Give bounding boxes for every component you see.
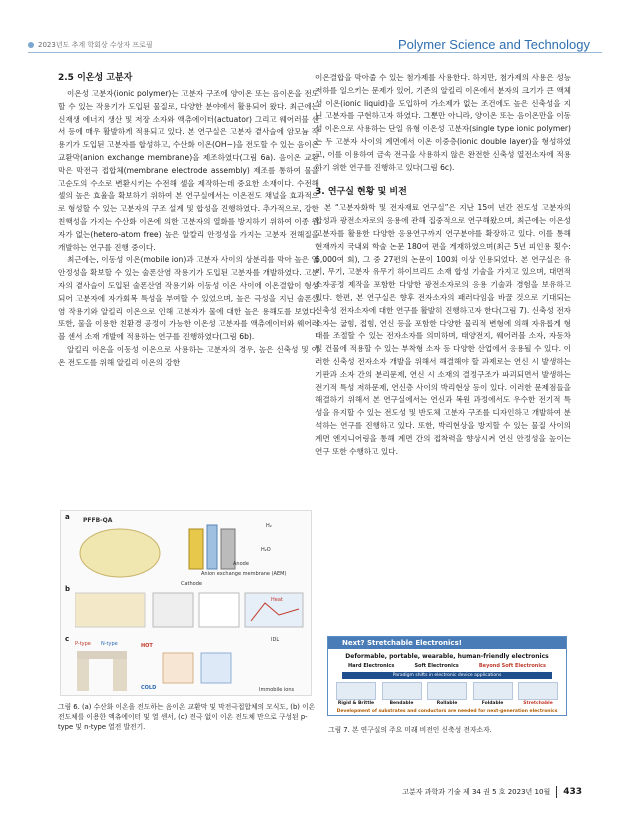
- header-left: [28, 40, 153, 50]
- soft-electronics-label: Soft Electronics: [414, 663, 459, 669]
- ntype-label: N-type: [101, 641, 118, 647]
- figure-6: [60, 510, 312, 696]
- device-item: Stretchable: [518, 682, 558, 706]
- ptype-label: P-type: [75, 641, 91, 647]
- cathode-label: Cathode: [181, 581, 202, 587]
- anode-label: Anode: [233, 561, 249, 567]
- paragraph: 이온성 고분자(ionic polymer)는 고분자 구조에 양이온 또는 음이온을 전도할 수 있는 작용기가 도입된 물질로, 다양한 분야에서 활용되어 왔다. 최근에는 신재생 에너지 생산 및 저장 소자와 액츄에이터(actuator) 그리고 웨어러블 센서 등에 매우 활발하게 적용되고 있다. 본 연구실은 고분자 곁사슬에 암모늄 작용기가 도입된 고분자를 합성하고, 수산화 이온(OH−)을 전도할 수 있는 음이온 교환막(anion exchange membrane)을 제조하였다(그림 6a). 음이온 교환막은 막전극 접합체(membrane electrode assembly) 제조를 통하여 물을 고순도의 수소로 변환시키는 수전해 셀을 제작하는데 중요한 소재이다. 수전해 셀의 높은 효율을 확보하기 위하여 본 연구실에서는 이온전도 채널을 효과적으로 형성할 수 있는 고분자의 구조 설계 및 합성을 진행하였다. 추가적으로, 강한 친핵성을 가지는 수산화 이온에 의한 고분자의 열화를 방지하기 위하여 이종 원자가 없는(hetero-atom free) 높은 알칼리 안정성을 가지는 고분자 전해질을 개발하는 연구를 진행 중이다.: [58, 89, 319, 252]
- left-column: [58, 72, 319, 370]
- section-heading-3: 3. 연구실 현황 및 비전: [315, 187, 407, 198]
- header-section-label: 2023년도 추계 학회상 수상자 프로필: [38, 41, 153, 49]
- paradigm-bar: Paradigm shifts in electronic device applications: [342, 672, 552, 679]
- header-dot-icon: [28, 42, 34, 48]
- header-divider: [28, 52, 602, 53]
- figure-7-title: Deformable, portable, wearable, human-friendly electronics: [345, 653, 549, 660]
- right-column: [315, 72, 571, 458]
- panel-label-c: c: [65, 635, 70, 643]
- paragraph: 본 “고분자화학 및 전자재료 연구실”은 지난 15여 년간 전도성 고분자의 합성과 광전소자로의 응용에 관해 집중적으로 연구해왔으며, 최근에는 이온성 고분자를 활용한 다양한 응용연구까지 연구분야를 확장하고 있다. 이를 통해 현재까지 국내외 학술 논문 180여 편을 게재하였으며(최근 5년 피인용 횟수: 6,000여 회), 그 중 27편의 논문이 100회 이상 인용되었다. 본 연구실은 유기, 무기, 고분자 유무기 하이브리드 소재 합성 기술을 가지고 있으며, 대면적 소자공정 제작을 포함한 다양한 광전소자로의 응용 기술과 경험을 보유하고 있다. 한편, 본 연구실은 향후 전자소자의 패러다임을 바꿀 것으로 기대되는 신축성 전자소자에 대한 연구를 활발히 진행하고자 한다(그림 7). 신축성 전자소자는 굽힘, 접힘, 연신 등을 포함한 다양한 물리적 변형에 의해 자유롭게 형태를 조절할 수 있는 전자소자를 의미하며, 태양전지, 웨어러블 소자, 자동차 및 건물에 적용할 수 있는 부착형 소자 등 다양한 산업에서 응용될 수 있다. 이러한 신축성 전자소자 개발을 위해서 해결해야 할 과제로는 연신 시 발생하는 기판과 소자 간의 분리문제, 연신 시 소재의 결정구조가 파괴되면서 발생하는 전기적 특성 저하문제, 연신층 사이의 박리현상 등이 있다. 이러한 문제점들을 해결하기 위해서 본 연구실에서는 연신과 복원 과정에서도 우수한 전기적 특성을 유지할 수 있는 전도성 및 반도체 고분자 구조를 디자인하고 개발하여 분석하는 연구를 진행하고 있다. 또한, 박리현상을 방지할 수 있는 물질 사이의 계면 엔지니어링을 통해 계면 간의 접착력을 향상시켜 연신 안정성을 높이는 연구 또한 수행하고 있다.: [315, 203, 571, 456]
- page-footer: [402, 786, 582, 798]
- h2o-label: H₂O: [261, 547, 271, 553]
- figure-7-caption: 그림 7. 본 연구실의 주요 미래 비전인 신축성 전자소자.: [328, 726, 492, 734]
- heat-label: Heat: [271, 597, 283, 603]
- section-heading-2-5: 2.5 이온성 고분자: [58, 73, 133, 83]
- immobile-ions-label: Immobile ions: [259, 687, 295, 693]
- figure-6-caption: 그림 6. (a) 수산화 이온을 전도하는 음이온 교환막 및 막전극접합체의 모식도, (b) 이온 전도체를 이용한 액츄에이터 및 열 센서, (c) 전극 없이 이온 전도체 만으로 구성된 p-type 및 n-type 열전 발전기.: [58, 703, 316, 731]
- device-item: Foldable: [473, 682, 513, 706]
- h2-label: H₂: [266, 523, 272, 529]
- panel-label-b: b: [65, 585, 71, 593]
- thermoelectric-photo: [73, 649, 131, 693]
- device-item: Rigid & Brittle: [336, 682, 376, 706]
- paragraph: 이온결합을 막아줄 수 있는 첨가제를 사용한다. 하지만, 첨가제의 사용은 성능 저하를 일으키는 문제가 있어, 기존의 알킬리 이온에서 분자의 크기가 큰 액체성 이온(ionic liquid)을 도입하여 가소제가 없는 조건에도 높은 신축성을 지닌 고분자를 구현하고자 하였다. 그뿐만 아니라, 양이온 또는 음이온만을 이동성 이온으로 사용하는 단일 유형 이온성 고분자(single type ionic polymer)는 두 고분자 사이의 계면에서 이온 이중층(ionic double layer)을 형성하였고, 이를 이용하여 금속 전극을 사용하지 않은 완전한 신축성 열전소자에 적용하기 위한 연구를 진행하고 있다(그림 6c).: [315, 73, 571, 172]
- footer-divider: [556, 786, 557, 798]
- ion-diagram: [161, 649, 241, 689]
- electronics-evolution-row: [348, 663, 546, 669]
- figure-7-banner: Next? Stretchable Electronics!: [328, 637, 566, 649]
- journal-title: Polymer Science and Technology: [398, 37, 590, 52]
- pffb-label: PFFB-QA: [83, 517, 113, 524]
- membrane-photo: [75, 527, 165, 579]
- figure-7-footnote: Development of substrates and conductors are needed for next-generation electronics: [336, 709, 558, 714]
- beyond-soft-label: Beyond Soft Electronics: [478, 663, 546, 669]
- page-number: 433: [563, 787, 582, 797]
- paragraph: 최근에는, 이동성 이온(mobile ion)과 고분자 사이의 상분리를 막아 높은 열 안정성을 확보할 수 있는 술폰산염 작용기가 도입된 고분자를 개발하였다. 고분자의 곁사슬이 도입된 술폰산염 작용기와 이동성 이온 사이에 이온결합이 형성되어 고분자에 자가회복 특성을 부여할 수 있었으며, 높은 극성을 지닌 술폰산염 작용기와 알킬리 이온으로 인해 고분자가 물에 대한 높은 용해도를 보였다. 또한, 물을 이용한 친환경 공정이 가능한 이온성 고분자를 액츄에이터와 웨어러블 센서 소재 개발에 적용하는 연구를 진행하였다(그림 6b).: [58, 255, 319, 342]
- electrolyzer-diagram: [181, 519, 261, 579]
- idl-label: IDL: [271, 637, 280, 643]
- paragraph: 알킬리 이온을 이동성 이온으로 사용하는 고분자의 경우, 높은 신축성 및 이온 전도도를 위해 알킬리 이온의 강한: [58, 344, 319, 367]
- device-item: Rollable: [427, 682, 467, 706]
- journal-issue: 고분자 과학과 기술 제 34 권 5 호 2023년 10월: [402, 788, 551, 796]
- device-item: Bendable: [382, 682, 422, 706]
- hot-label: HOT: [141, 643, 153, 649]
- figure-7: [327, 636, 567, 716]
- device-types: [336, 682, 558, 706]
- cold-label: COLD: [141, 685, 157, 691]
- panel-label-a: a: [65, 513, 70, 521]
- aem-label: Anion exchange membrane (AEM): [201, 571, 287, 577]
- hard-electronics-label: Hard Electronics: [348, 663, 395, 669]
